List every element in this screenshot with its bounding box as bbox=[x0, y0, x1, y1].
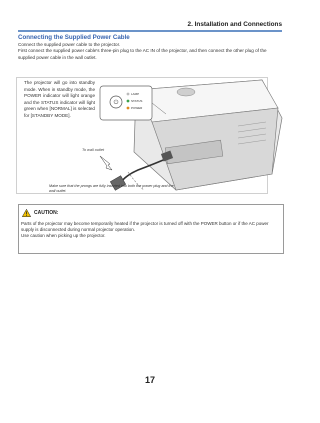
lamp-indicator-label: LAMP bbox=[131, 92, 140, 96]
caution-text bbox=[21, 221, 279, 239]
projector-body bbox=[134, 80, 282, 190]
status-indicator-label: STATUS bbox=[131, 99, 143, 103]
outlet-arrow bbox=[100, 156, 112, 170]
caution-line-2: Use caution when picking up the projector. bbox=[21, 233, 106, 239]
caution-heading bbox=[22, 209, 58, 217]
header-rule bbox=[18, 30, 282, 32]
page-number: 17 bbox=[144, 375, 155, 385]
power-indicator-label: POWER bbox=[131, 106, 143, 110]
warning-icon bbox=[22, 209, 31, 217]
wall-outlet-label: To wall outlet bbox=[82, 148, 105, 152]
chapter-title: 2. Installation and Connections bbox=[187, 21, 282, 28]
caution-line-1: Parts of the projector may become temporarily heated if the projector is turned off with the POWER button or if the AC power supply is disconnected during normal projector operation. bbox=[21, 221, 269, 233]
intro-line-1: Connect the supplied power cable to the projector. bbox=[18, 42, 121, 47]
caution-title: CAUTION: bbox=[34, 210, 59, 216]
standby-description: The projector will go into standby mode. When in standby mode, the POWER indicator will light orange and the STATUS indicator will light green when [NORMAL] is selected for [STANDBY MODE]. bbox=[24, 80, 95, 118]
svg-text:⏻: ⏻ bbox=[113, 99, 119, 106]
section-title: Connecting the Supplied Power Cable bbox=[18, 34, 130, 41]
intro-text bbox=[18, 42, 284, 61]
intro-line-2: First connect the supplied power cable's three-pin plug to the AC IN of the projector, and then connect the other plug of the supplied power cable in the wall outlet. bbox=[18, 48, 267, 60]
prong-note: Make sure that the prongs are fully inserted into both the power plug and the wall outlet. bbox=[49, 184, 174, 193]
